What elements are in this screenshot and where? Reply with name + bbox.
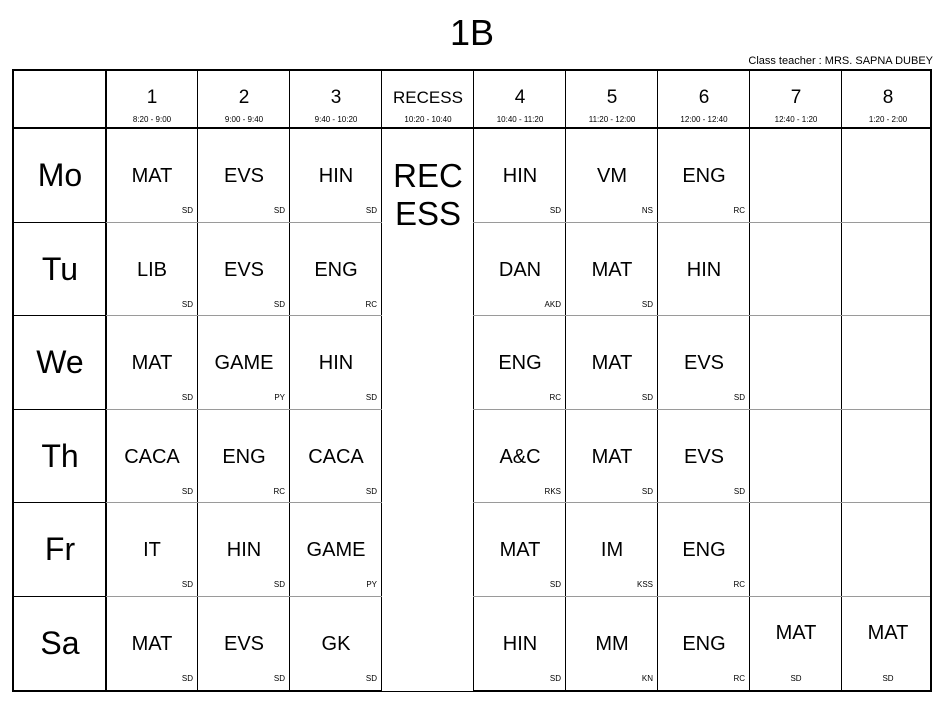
day-row-divider [14,409,106,410]
period-header: 3 [330,87,342,108]
subject-cell: HIN [686,258,722,281]
subject-cell: EVS [223,633,265,655]
teacher-code: SD [365,486,377,496]
teacher-code: RKS [544,486,561,496]
subject-cell: MAT [131,633,173,655]
subject-cell: HIN [226,539,262,562]
teacher-code: SD [549,580,561,590]
teacher-code: KSS [636,580,653,590]
teacher-code: SD [181,674,193,683]
teacher-code: SD [273,206,285,215]
day-row-divider [14,596,106,597]
teacher-code: SD [181,299,193,309]
subject-cell: ENG [222,445,266,468]
class-teacher-label: Class teacher : MRS. SAPNA DUBEY [748,55,933,67]
teacher-code: SD [365,393,377,403]
recess-label: REC [393,157,463,194]
subject-cell: GK [321,633,351,655]
day-row-divider [14,222,106,223]
day-row-divider [14,315,106,316]
subject-cell: VM [597,165,627,187]
subject-cell: CACA [308,445,364,468]
period-time: 9:00 - 9:40 [224,115,264,124]
teacher-code: SD [549,674,561,683]
subject-cell: LIB [136,258,168,281]
subject-cell: MAT [131,165,173,187]
subject-cell: MAT [591,352,633,375]
subject-cell: DAN [498,258,542,281]
teacher-code: SD [273,580,285,590]
teacher-code: SD [273,299,285,309]
teacher-code: SD [733,486,745,496]
period-time: 12:40 - 1:20 [774,115,818,124]
teacher-code: NS [641,206,653,215]
row-divider [106,596,930,597]
subject-cell: MAT [775,622,817,644]
subject-cell: ENG [498,352,542,375]
day-row-divider [14,502,106,503]
subject-cell: IM [600,539,624,562]
subject-cell: MAT [591,258,633,281]
subject-cell: CACA [124,445,180,468]
subject-cell: MAT [867,622,909,644]
teacher-code: RC [733,580,745,590]
subject-cell: HIN [318,165,354,187]
teacher-code: SD [641,393,653,403]
subject-cell: MAT [591,445,633,468]
period-header: 4 [514,87,526,108]
period-time: 8:20 - 9:00 [132,115,172,124]
subject-cell: HIN [502,633,538,655]
teacher-code: AKD [544,299,561,309]
period-header: 6 [698,87,710,108]
teacher-code: SD [181,206,193,215]
teacher-code: SD [273,674,285,683]
teacher-code: RC [365,299,377,309]
subject-cell: MM [595,633,629,655]
teacher-code: RC [273,486,285,496]
teacher-code: SD [549,206,561,215]
teacher-code: SD [641,486,653,496]
teacher-code: SD [181,580,193,590]
subject-cell: MAT [499,539,541,562]
period-header: 8 [882,87,894,108]
day-label: Tu [41,250,79,287]
teacher-code: SD [365,206,377,215]
recess-header: RECESS [393,88,463,107]
subject-cell: IT [143,539,161,562]
day-label: Th [41,437,79,474]
period-header: 2 [238,87,250,108]
subject-cell: EVS [223,165,265,187]
teacher-code: SD [365,674,377,683]
subject-cell: HIN [318,352,354,375]
subject-cell: ENG [682,165,726,187]
period-time: 11:20 - 12:00 [588,115,636,124]
subject-cell: GAME [306,539,366,562]
subject-cell: ENG [682,539,726,562]
period-time: 9:40 - 10:20 [314,115,358,124]
day-label: Fr [44,531,76,568]
row-divider [106,222,930,223]
teacher-code: SD [181,393,193,403]
recess-label: ESS [394,195,462,232]
timetable-grid [12,69,932,692]
teacher-code: SD [181,486,193,496]
period-time: 1:20 - 2:00 [868,115,908,124]
teacher-code: PY [366,580,377,590]
subject-cell: ENG [314,258,358,281]
teacher-code: RC [733,674,745,683]
subject-cell: EVS [683,445,725,468]
subject-cell: GAME [214,352,274,375]
row-divider [106,315,930,316]
page-title: 1B [449,12,495,53]
teacher-code: KN [641,674,653,683]
row-divider [106,502,930,503]
teacher-code: SD [733,393,745,403]
teacher-code: SD [790,674,802,683]
day-label: We [36,344,84,381]
period-header: 5 [606,87,618,108]
subject-cell: HIN [502,165,538,187]
period-header: 7 [790,87,802,108]
row-divider [106,409,930,410]
teacher-code: SD [641,299,653,309]
day-label: Sa [40,625,80,661]
subject-cell: ENG [682,633,726,655]
subject-cell: MAT [131,352,173,375]
subject-cell: EVS [223,258,265,281]
teacher-code: PY [274,393,285,403]
period-time: 12:00 - 12:40 [680,115,728,124]
teacher-code: RC [549,393,561,403]
period-time: 10:40 - 11:20 [496,115,544,124]
subject-cell: A&C [499,445,541,468]
day-label: Mo [37,157,83,193]
period-header: 1 [146,87,158,108]
column-divider [841,71,842,690]
teacher-code: RC [733,206,745,215]
teacher-code: SD [882,674,894,683]
period-time: 10:20 - 10:40 [404,115,452,124]
subject-cell: EVS [683,352,725,375]
